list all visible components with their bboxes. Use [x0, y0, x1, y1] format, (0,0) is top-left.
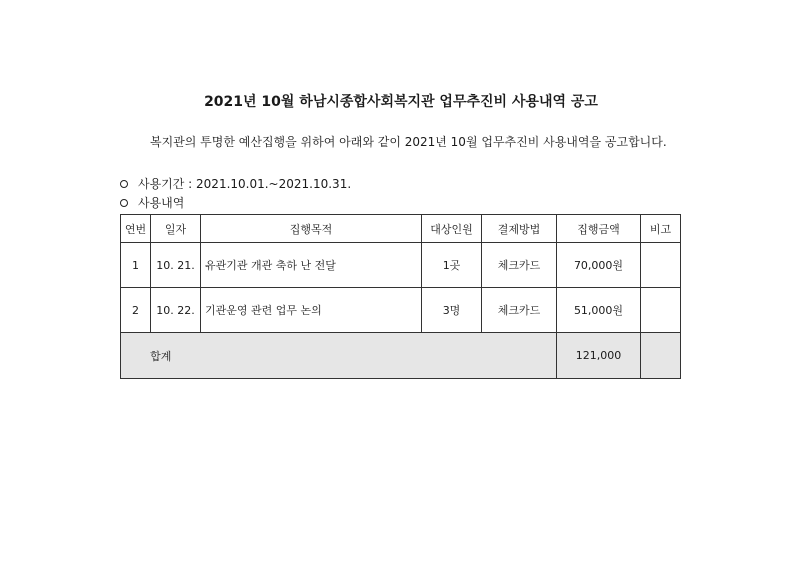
period-line	[120, 175, 351, 192]
cell-amount: 51,000원	[557, 288, 641, 333]
cell-amount: 70,000원	[557, 243, 641, 288]
total-note	[641, 333, 681, 379]
header-purpose: 집행목적	[201, 215, 422, 243]
header-no: 연번	[121, 215, 151, 243]
cell-date: 10. 21.	[151, 243, 201, 288]
table-row	[121, 243, 681, 288]
header-method: 결제방법	[482, 215, 557, 243]
period-text: 사용기간 : 2021.10.01.~2021.10.31.	[138, 177, 352, 191]
total-label: 합계	[121, 333, 201, 379]
table-header-row	[121, 215, 681, 243]
total-blank	[201, 333, 557, 379]
cell-note	[641, 288, 681, 333]
table-row	[121, 288, 681, 333]
cell-purpose: 유관기관 개관 축하 난 전달	[201, 243, 422, 288]
cell-people: 3명	[422, 288, 482, 333]
cell-no: 1	[121, 243, 151, 288]
cell-people: 1곳	[422, 243, 482, 288]
header-amount: 집행금액	[557, 215, 641, 243]
cell-method: 체크카드	[482, 243, 557, 288]
header-people: 대상인원	[422, 215, 482, 243]
expense-table	[120, 214, 681, 379]
details-line	[120, 194, 184, 211]
total-amount: 121,000	[557, 333, 641, 379]
header-date: 일자	[151, 215, 201, 243]
circle-bullet-icon	[120, 199, 128, 207]
cell-date: 10. 22.	[151, 288, 201, 333]
cell-purpose: 기관운영 관련 업무 논의	[201, 288, 422, 333]
header-note: 비고	[641, 215, 681, 243]
total-row	[121, 333, 681, 379]
document-title: 2021년 10월 하남시종합사회복지관 업무추진비 사용내역 공고	[204, 94, 598, 110]
cell-no: 2	[121, 288, 151, 333]
circle-bullet-icon	[120, 180, 128, 188]
intro-text: 복지관의 투명한 예산집행을 위하여 아래와 같이 2021년 10월 업무추진비 사용내역을 공고합니다.	[150, 135, 667, 149]
cell-note	[641, 243, 681, 288]
details-label: 사용내역	[138, 196, 185, 210]
cell-method: 체크카드	[482, 288, 557, 333]
